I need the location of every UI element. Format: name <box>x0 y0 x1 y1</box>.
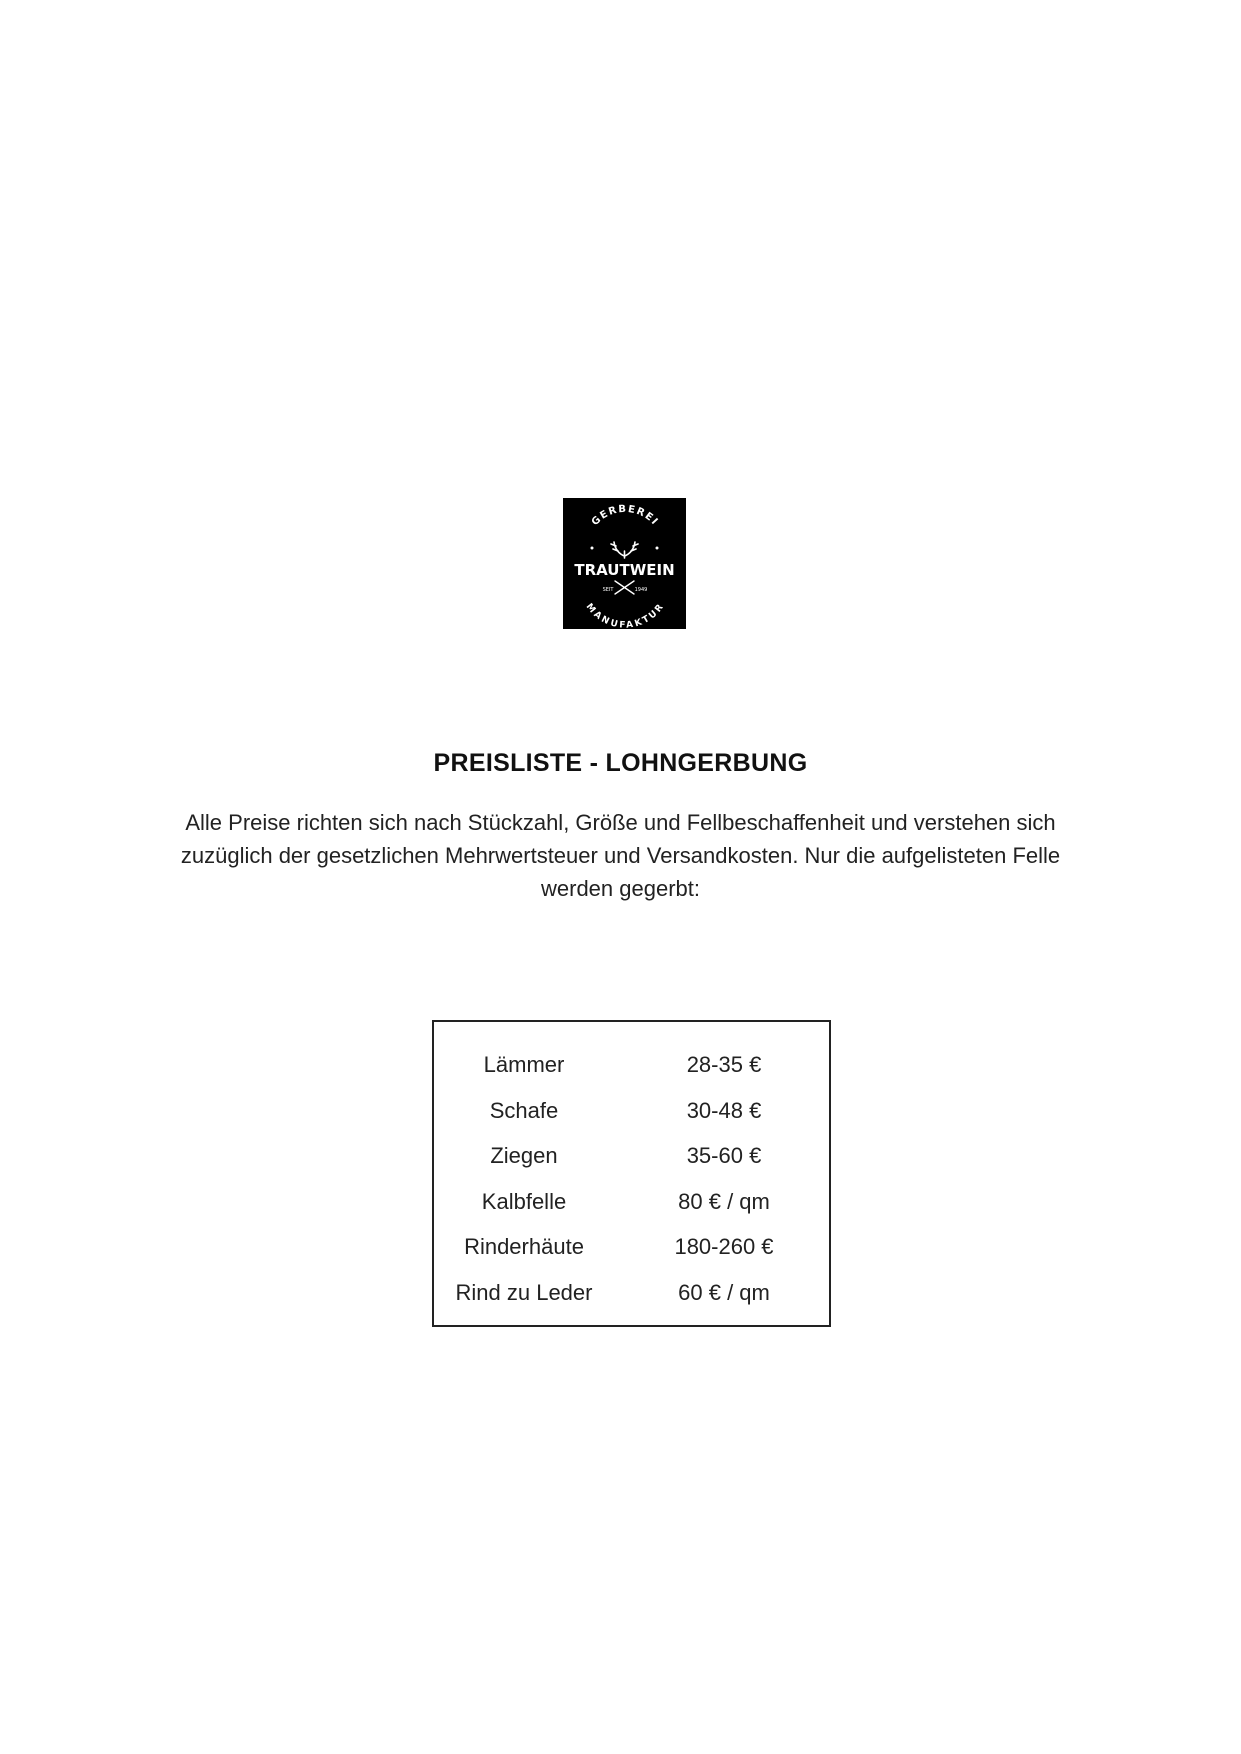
price-item-value: 30-48 € <box>686 1098 762 1123</box>
price-row <box>434 1182 829 1222</box>
logo-seit-text: SEIT <box>602 587 614 593</box>
intro-line: Alle Preise richten sich nach Stückzahl, Größe und Fellbeschaffenheit und verstehen sich <box>185 810 1056 835</box>
logo-emblem <box>563 498 686 629</box>
price-item-value: 60 € / qm <box>678 1280 770 1305</box>
price-item-value: 80 € / qm <box>678 1189 770 1214</box>
logo-arc-bottom-text: MANUFAKTUR <box>583 601 667 629</box>
logo-arc-top-text: GERBEREI <box>589 503 661 529</box>
antler-icon <box>611 542 638 558</box>
logo-dot-right <box>656 547 659 550</box>
price-item-name: Rind zu Leder <box>455 1280 593 1305</box>
price-item-value: 180-260 € <box>674 1234 774 1259</box>
svg-text:MANUFAKTUR <box>584 602 667 629</box>
price-row <box>434 1227 829 1267</box>
price-item-value: 35-60 € <box>686 1143 762 1168</box>
price-item-name: Kalbfelle <box>481 1189 567 1214</box>
intro-line: zuzüglich der gesetzlichen Mehrwertsteuer und Versandkosten. Nur die aufgelisteten Felle <box>180 843 1061 868</box>
price-item-name: Ziegen <box>490 1143 558 1168</box>
intro-line: werden gegerbt: <box>541 876 700 901</box>
crossed-tools-icon <box>615 581 634 594</box>
price-item-name: Schafe <box>489 1098 559 1123</box>
price-row <box>434 1273 829 1313</box>
company-logo <box>563 498 686 629</box>
intro-paragraph <box>150 806 1091 905</box>
price-row <box>434 1045 829 1085</box>
price-list-box <box>432 1020 831 1327</box>
svg-text:GERBEREI <box>590 504 661 528</box>
price-row <box>434 1091 829 1131</box>
price-row <box>434 1136 829 1176</box>
page-title: PREISLISTE - LOHNGERBUNG <box>433 749 808 777</box>
logo-year-text: 1949 <box>634 587 648 593</box>
price-item-name: Rinderhäute <box>464 1234 584 1259</box>
price-item-value: 28-35 € <box>686 1052 762 1077</box>
price-item-name: Lämmer <box>483 1052 565 1077</box>
logo-dot-left <box>591 547 594 550</box>
logo-name-text: TRAUTWEIN <box>574 561 675 579</box>
